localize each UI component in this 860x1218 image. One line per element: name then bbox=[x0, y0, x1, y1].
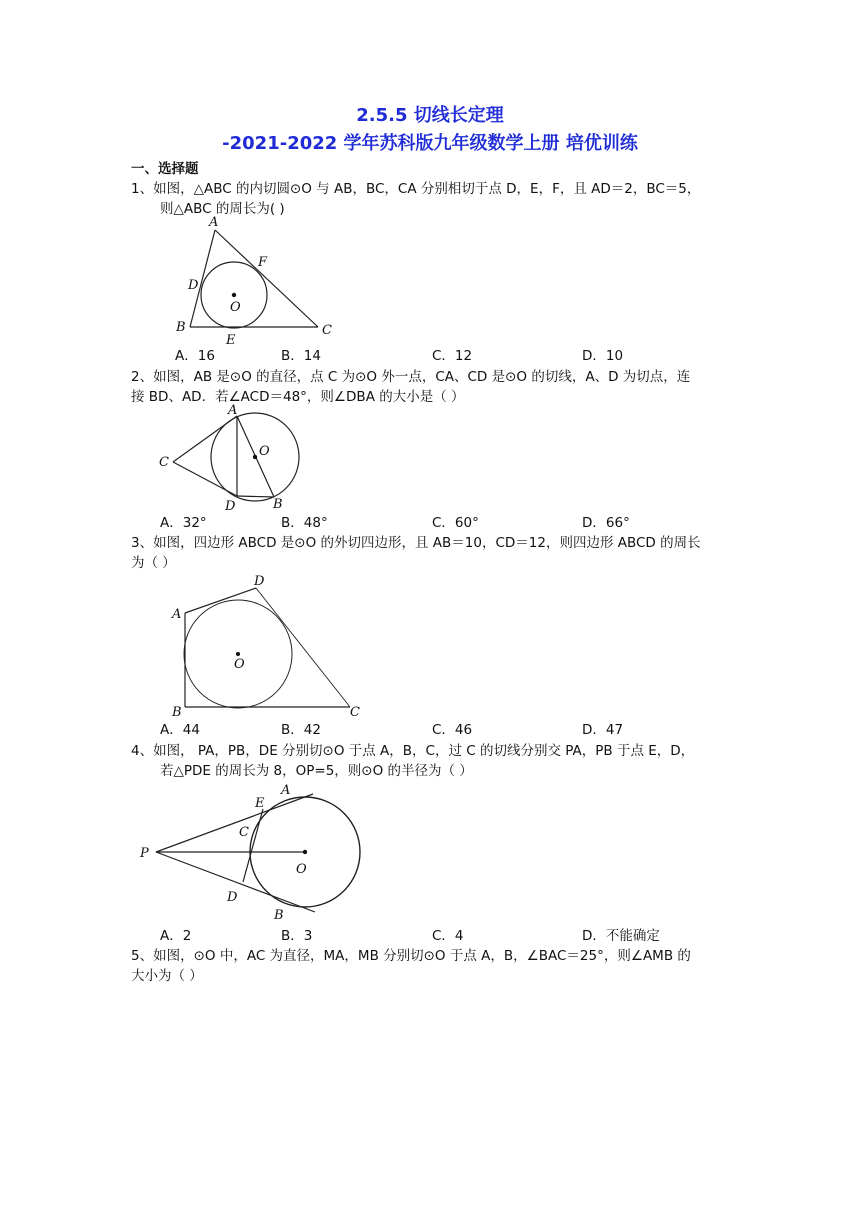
q3-label-C: C bbox=[350, 705, 360, 720]
q4-figure bbox=[138, 780, 368, 925]
q1-option-b[interactable]: B．14 bbox=[281, 348, 321, 364]
q1-label-C: C bbox=[322, 323, 332, 338]
q3-label-O: O bbox=[234, 657, 245, 672]
q3-label-B: B bbox=[172, 705, 182, 720]
q4-label-D: D bbox=[227, 890, 238, 905]
worksheet-subtitle: -2021-2022 学年苏科版九年级数学上册 培优训练 bbox=[222, 133, 638, 154]
q1-option-a[interactable]: A．16 bbox=[175, 348, 215, 364]
q1-figure bbox=[168, 212, 338, 347]
q3-option-d[interactable]: D．47 bbox=[582, 722, 624, 738]
q1-option-d[interactable]: D．10 bbox=[582, 348, 624, 364]
q2-figure bbox=[155, 402, 315, 512]
q3-text-line1: 3、如图，四边形 ABCD 是⊙O 的外切四边形，且 AB＝10，CD＝12，则四边形 ABCD 的周长 bbox=[131, 535, 701, 551]
q3-label-A: A bbox=[172, 607, 182, 622]
q1-label-A: A bbox=[209, 215, 219, 230]
q3-option-b[interactable]: B．42 bbox=[281, 722, 321, 738]
worksheet-title: 2.5.5 切线长定理 bbox=[356, 105, 504, 126]
q2-label-B: B bbox=[273, 497, 283, 512]
q4-label-P: P bbox=[140, 846, 149, 861]
q2-option-a[interactable]: A．32° bbox=[160, 515, 207, 531]
q4-option-b[interactable]: B．3 bbox=[281, 928, 313, 944]
q2-label-A: A bbox=[228, 403, 238, 418]
q2-option-c[interactable]: C．60° bbox=[432, 515, 479, 531]
section-heading: 一、选择题 bbox=[131, 161, 199, 177]
q1-text-line1: 1、如图，△ABC 的内切圆⊙O 与 AB，BC，CA 分别相切于点 D，E，F，且 AD＝2，BC＝5， bbox=[131, 181, 701, 197]
q4-text-line2: 若△PDE 的周长为 8，OP=5，则⊙O 的半径为（ ） bbox=[160, 763, 473, 779]
q5-text-line1: 5、如图，⊙O 中，AC 为直径，MA，MB 分别切⊙O 于点 A，B，∠BAC＝25°，则∠AMB 的 bbox=[131, 948, 691, 964]
q1-label-D: D bbox=[188, 278, 199, 293]
q4-label-O: O bbox=[296, 862, 307, 877]
q4-option-a[interactable]: A．2 bbox=[160, 928, 192, 944]
q4-label-C: C bbox=[239, 825, 249, 840]
q2-text-line1: 2、如图，AB 是⊙O 的直径，点 C 为⊙O 外一点，CA、CD 是⊙O 的切线，A、D 为切点，连 bbox=[131, 369, 691, 385]
q4-option-c[interactable]: C．4 bbox=[432, 928, 464, 944]
q2-label-O: O bbox=[259, 444, 270, 459]
q4-option-d[interactable]: D．不能确定 bbox=[582, 928, 660, 944]
q1-label-O: O bbox=[230, 300, 241, 315]
q4-label-A: A bbox=[281, 783, 291, 798]
q2-label-D: D bbox=[225, 499, 236, 514]
q2-option-d[interactable]: D．66° bbox=[582, 515, 630, 531]
q1-label-F: F bbox=[258, 255, 268, 270]
q2-text-line2: 接 BD、AD．若∠ACD＝48°，则∠DBA 的大小是（ ） bbox=[131, 389, 465, 405]
q3-figure bbox=[168, 570, 368, 720]
q4-text-line1: 4、如图， PA，PB，DE 分别切⊙O 于点 A，B，C，过 C 的切线分别交 PA，PB 于点 E，D， bbox=[131, 743, 695, 759]
q3-label-D: D bbox=[254, 574, 265, 589]
q4-label-B: B bbox=[274, 908, 284, 923]
q3-option-a[interactable]: A．44 bbox=[160, 722, 200, 738]
q3-text-line2: 为（ ） bbox=[131, 555, 176, 571]
q1-label-B: B bbox=[176, 320, 186, 335]
q2-option-b[interactable]: B．48° bbox=[281, 515, 328, 531]
q5-text-line2: 大小为（ ） bbox=[131, 968, 203, 984]
q3-option-c[interactable]: C．46 bbox=[432, 722, 473, 738]
q1-label-E: E bbox=[226, 333, 236, 348]
q1-option-c[interactable]: C．12 bbox=[432, 348, 473, 364]
q4-label-E: E bbox=[255, 796, 265, 811]
q1-text-line2: 则△ABC 的周长为( ) bbox=[160, 201, 285, 217]
q2-label-C: C bbox=[159, 455, 169, 470]
